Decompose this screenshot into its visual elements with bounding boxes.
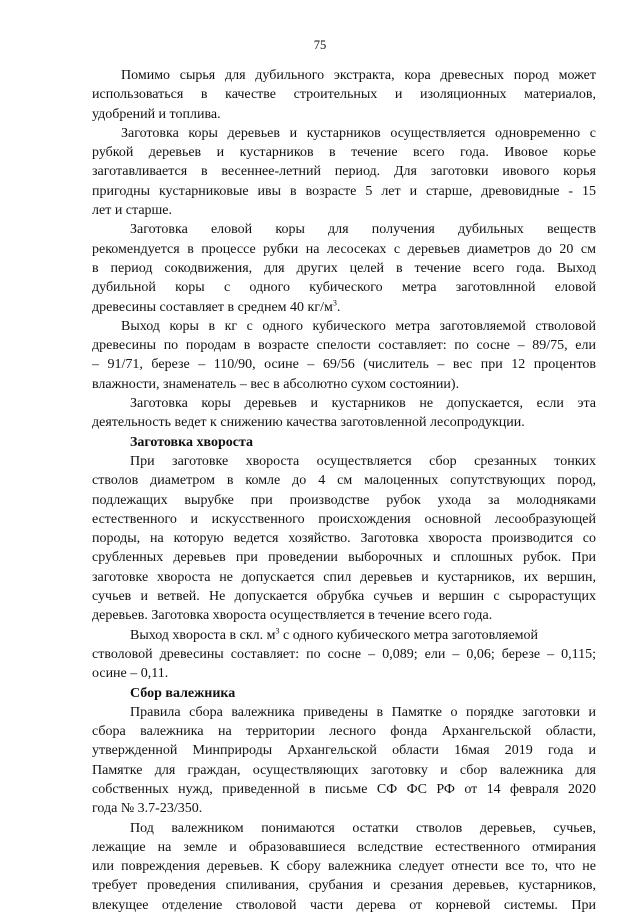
superscript: 3 bbox=[275, 625, 280, 635]
superscript: 3 bbox=[332, 297, 337, 307]
text-line bbox=[92, 298, 596, 317]
text-line: Помимо сырья для дубильного экстракта, кора древесных пород может bbox=[121, 68, 596, 83]
text-line: лежащие на земле и образовавшиеся вследствие естественного отмирания bbox=[92, 839, 596, 855]
text-line: сбора валежника на территории лесного фонда Архангельской области, bbox=[92, 724, 596, 740]
text-line: требует проведения спиливания, срубания и срезания деревьев, кустарников, bbox=[92, 878, 596, 894]
text-line: При заготовке хвороста осуществляется сбор срезанных тонких bbox=[130, 453, 596, 469]
text-line: или повреждения деревьев. К сбору валежника следует отнести все то, что не bbox=[92, 859, 596, 875]
text-line: заготовке хвороста не допускается спил деревьев и кустарников, их вершин, bbox=[92, 569, 596, 585]
text-line: стволов диаметром в комле до 4 см малоценных сопутствующих пород, bbox=[92, 473, 596, 489]
text-line: – 91/71, березе – 110/90, осине – 69/56 (числитель – вес при 12 процентов bbox=[92, 357, 596, 373]
text-line: стволовой древесины составляет: по сосне – 0,089; ели – 0,06; березе – 0,115; bbox=[92, 646, 596, 662]
text-line: Правила сбора валежника приведены в Памятке о порядке заготовки и bbox=[130, 704, 596, 720]
text-line: утвержденной Минприроды Архангельской области 16мая 2019 года и bbox=[92, 743, 596, 759]
section-heading: Заготовка хвороста bbox=[130, 434, 253, 450]
text-line: года № 3.7-23/350. bbox=[92, 801, 203, 817]
text-line: Заготовка коры деревьев и кустарников не допускается, если эта bbox=[130, 396, 596, 412]
text-line: Выход коры в кг с одного кубического метра заготовляемой стволовой bbox=[121, 318, 596, 334]
text-line: влажности, знаменатель – вес в абсолютно сухом состоянии). bbox=[92, 376, 460, 392]
text-line: древесины по породам в возрасте спелости составляет: по сосне – 89/75, ели bbox=[92, 338, 596, 354]
text-line: срубленных деревьев при проведении выборочных и сплошных рубок. При bbox=[92, 550, 596, 566]
text-fragment: с одного кубического метра заготовляемой bbox=[279, 627, 539, 643]
page-number: 75 bbox=[313, 38, 327, 52]
text-line: сучьев и ветвей. Не допускается обрубка сучьев и вершин с сырорастущих bbox=[92, 589, 596, 605]
text-line: лет и старше. bbox=[92, 203, 173, 219]
text-line: осине – 0,11. bbox=[92, 666, 169, 682]
text-line: Заготовка еловой коры для получения дубильных веществ bbox=[130, 222, 596, 238]
text-fragment: древесины составляет в среднем 40 кг/м bbox=[92, 299, 333, 315]
text-line bbox=[92, 626, 596, 645]
text-line: естественного и искусственного происхождения основной лесообразующей bbox=[92, 511, 596, 527]
text-line: породы, на которую ведется хозяйство. Заготовка хвороста производится со bbox=[92, 531, 596, 547]
body-text bbox=[92, 66, 596, 915]
text-line: рубкой деревьев и кустарников в течение всего года. Ивовое корье bbox=[92, 145, 596, 161]
text-line: использоваться в качестве строительных и изоляционных материалов, bbox=[92, 87, 596, 103]
text-fragment: . bbox=[336, 299, 341, 315]
text-line: пригодны кустарниковые ивы в возрасте 5 лет и старше, древовидные - 15 bbox=[92, 183, 596, 199]
text-line: влекущее отделение стволовой части дерева от корневой системы. При bbox=[92, 897, 596, 913]
text-line: удобрений и топлива. bbox=[92, 106, 221, 122]
text-line: деятельность ведет к снижению качества заготовленной лесопродукции. bbox=[92, 415, 525, 431]
text-line: дубильной коры с одного кубического метра заготовлнной еловой bbox=[92, 280, 596, 296]
text-line: собственных нужд, приведенной в письме СФ ФС РФ от 14 февраля 2020 bbox=[92, 781, 596, 797]
text-line: заготавливается в весеннее-летний период. Для заготовки ивового корья bbox=[92, 164, 596, 180]
text-line: деревьев. Заготовка хвороста осуществляется в течение всего года. bbox=[92, 608, 493, 624]
text-line: в период сокодвижения, для других целей в течение всего года. Выход bbox=[92, 260, 596, 276]
text-line: Заготовка коры деревьев и кустарников осуществляется одновременно с bbox=[121, 125, 596, 141]
text-fragment: Выход хвороста в скл. м bbox=[130, 627, 276, 643]
section-heading: Сбор валежника bbox=[130, 685, 236, 701]
text-line: подлежащих вырубке при производстве рубок ухода за молодняками bbox=[92, 492, 596, 508]
text-line: рекомендуется в процессе рубки на лесосеках с деревьев диаметров до 20 см bbox=[92, 241, 596, 257]
text-line: Под валежником понимаются остатки стволов деревьев, сучьев, bbox=[130, 820, 596, 836]
text-line: Памятке для граждан, осуществляющих заготовку и сбор валежника для bbox=[92, 762, 596, 778]
